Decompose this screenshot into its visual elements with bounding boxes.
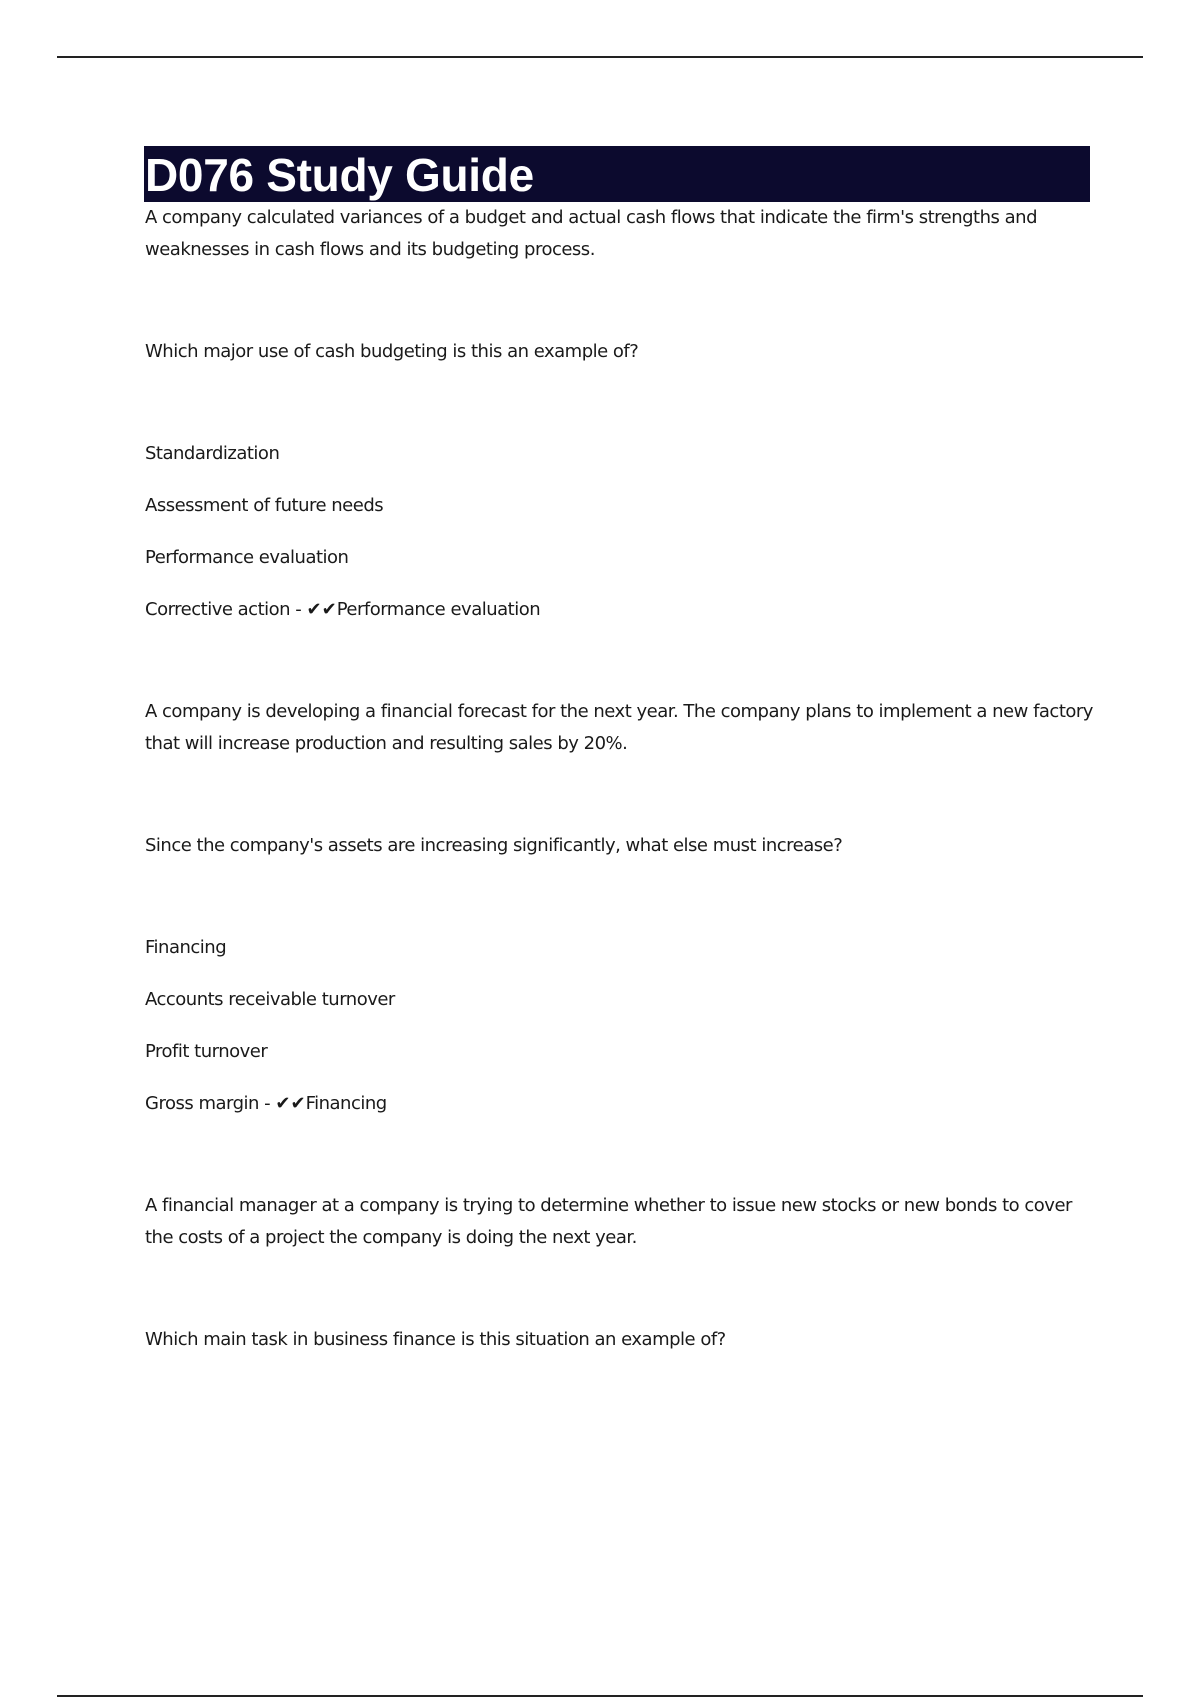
question-1 xyxy=(145,202,1095,626)
question-2-option-2: Accounts receivable turnover xyxy=(145,989,395,1010)
question-2-option-1: Financing xyxy=(145,937,227,958)
double-check-icon: ✔✔ xyxy=(275,1093,306,1114)
question-2-answer: Financing xyxy=(305,1093,387,1114)
question-1-scenario: A company calculated variances of a budget and actual cash flows that indicate the firm's strengths and weaknesses in cash flows and its budgeting process. xyxy=(145,207,1037,260)
question-2-option-4-with-answer xyxy=(145,1088,1095,1120)
question-1-option-4: Corrective action xyxy=(145,599,291,620)
double-check-icon: ✔✔ xyxy=(306,599,337,620)
question-2 xyxy=(145,696,1095,1120)
question-1-option-3: Performance evaluation xyxy=(145,547,349,568)
footer-rule xyxy=(57,1695,1143,1697)
question-2-stem: Since the company's assets are increasing significantly, what else must increase? xyxy=(145,835,843,856)
page-title: D076 Study Guide xyxy=(145,149,534,201)
question-3-stem: Which main task in business finance is this situation an example of? xyxy=(145,1329,726,1350)
question-1-answer: Performance evaluation xyxy=(336,599,541,620)
question-3-scenario: A financial manager at a company is trying to determine whether to issue new stocks or new bonds to cover the costs of a project the company is doing the next year. xyxy=(145,1195,1072,1248)
question-2-option-3: Profit turnover xyxy=(145,1041,268,1062)
question-2-option-4: Gross margin xyxy=(145,1093,259,1114)
question-1-option-1: Standardization xyxy=(145,443,280,464)
question-2-scenario: A company is developing a financial forecast for the next year. The company plans to implement a new factory that will increase production and resulting sales by 20%. xyxy=(145,701,1093,754)
question-1-option-4-with-answer xyxy=(145,594,1095,626)
question-1-option-2: Assessment of future needs xyxy=(145,495,384,516)
question-2-options xyxy=(145,932,1095,1120)
answer-separator: - xyxy=(290,599,307,620)
page-content xyxy=(145,146,1095,1356)
title-banner xyxy=(144,146,1090,202)
header-rule xyxy=(57,56,1143,58)
question-3 xyxy=(145,1190,1095,1356)
question-1-stem: Which major use of cash budgeting is this an example of? xyxy=(145,341,639,362)
answer-separator: - xyxy=(258,1093,276,1114)
question-1-options xyxy=(145,438,1095,626)
